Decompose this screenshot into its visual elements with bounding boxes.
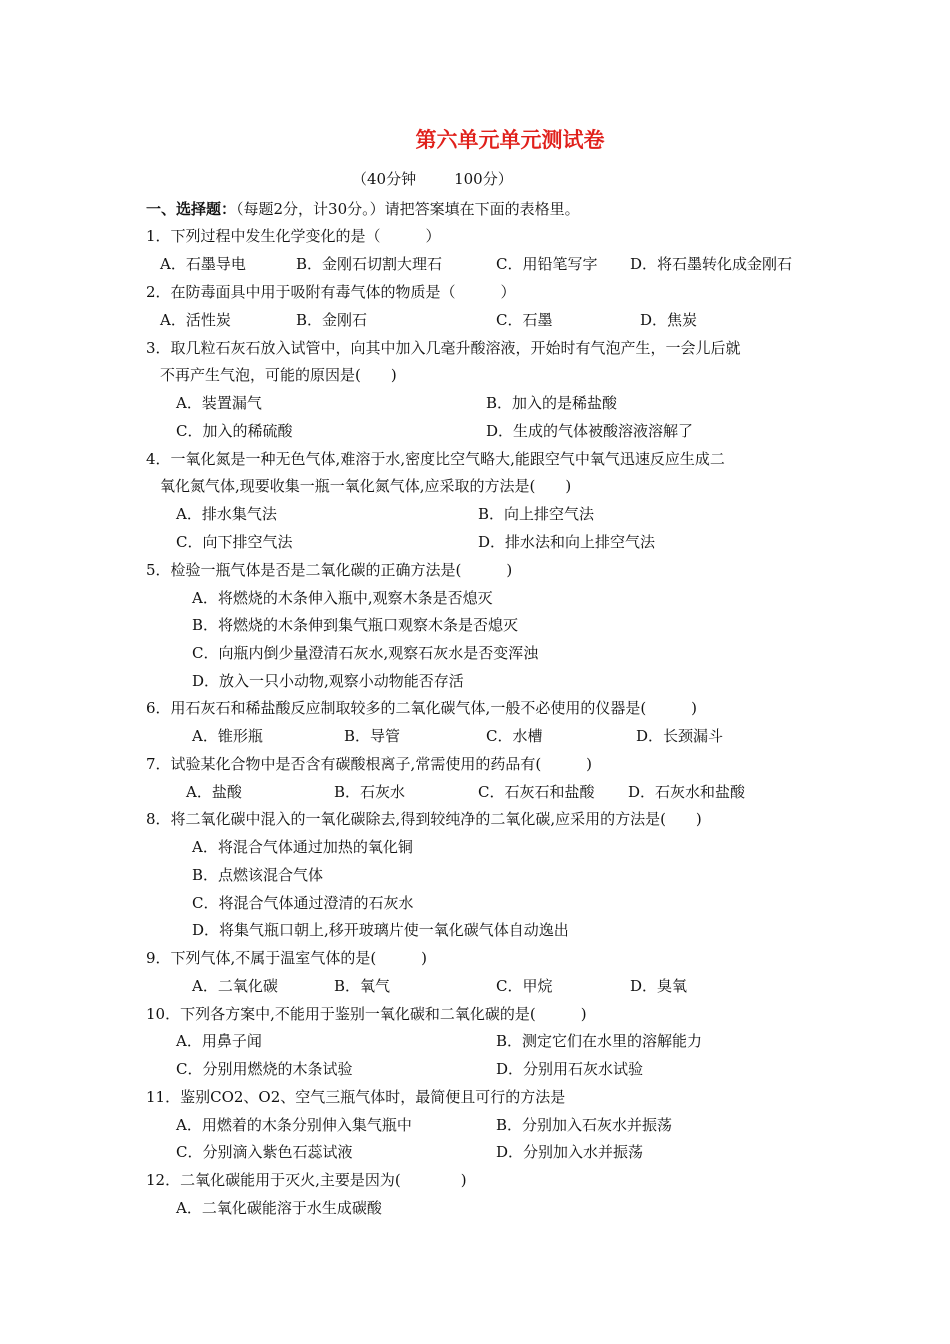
exam-time: （40分钟 [352, 170, 417, 188]
question-10-stem: 10．下列各方案中,不能用于鉴别一氧化碳和二氧化碳的是( ) [146, 1005, 587, 1023]
question-5-option-a: A．将燃烧的木条伸入瓶中,观察木条是否熄灭 [192, 589, 493, 607]
question-11-option-a: A．用燃着的木条分别伸入集气瓶中 [176, 1116, 412, 1134]
question-7-option-b: B．石灰水 [334, 783, 406, 801]
question-11-stem: 11．鉴别CO2、O2、空气三瓶气体时，最简便且可行的方法是 [146, 1088, 566, 1106]
question-4-stem: 4．一氧化氮是一种无色气体,难溶于水,密度比空气略大,能跟空气中氧气迅速反应生成二 [146, 450, 725, 468]
section-note: （每题2分，计30分。）请把答案填在下面的表格里。 [236, 200, 580, 218]
question-6-option-c: C．水槽 [486, 727, 543, 745]
question-5-option-d: D．放入一只小动物,观察小动物能否存活 [192, 672, 464, 690]
question-3-option-b: B．加入的是稀盐酸 [486, 394, 618, 412]
question-3-stem-cont: 不再产生气泡，可能的原因是( ) [160, 366, 397, 384]
question-4-option-c: C．向下排空气法 [176, 533, 293, 551]
question-6-option-d: D．长颈漏斗 [636, 727, 724, 745]
section-title: 一、选择题： [146, 200, 237, 218]
question-12-stem: 12．二氧化碳能用于灭火,主要是因为( ) [146, 1171, 467, 1189]
question-5-stem: 5．检验一瓶气体是否是二氧化碳的正确方法是( ) [146, 561, 513, 579]
question-6-option-b: B．导管 [344, 727, 401, 745]
question-6-stem: 6．用石灰石和稀盐酸反应制取较多的二氧化碳气体,一般不必使用的仪器是( ) [146, 699, 698, 717]
question-11-option-d: D．分别加入水并振荡 [496, 1143, 644, 1161]
question-12-option-a: A．二氧化碳能溶于水生成碳酸 [176, 1199, 382, 1217]
question-8-option-b: B．点燃该混合气体 [192, 866, 324, 884]
question-3-stem: 3．取几粒石灰石放入试管中，向其中加入几毫升酸溶液，开始时有气泡产生，一会儿后就 [146, 339, 741, 357]
question-7-stem: 7．试验某化合物中是否含有碳酸根离子,常需使用的药品有( ) [146, 755, 593, 773]
exam-score: 100分） [454, 170, 513, 188]
question-3-option-a: A．装置漏气 [176, 394, 262, 412]
question-2-option-a: A．活性炭 [160, 311, 231, 329]
question-4-option-a: A．排水集气法 [176, 505, 277, 523]
question-8-option-c: C．将混合气体通过澄清的石灰水 [192, 894, 414, 912]
question-8-option-a: A．将混合气体通过加热的氧化铜 [192, 838, 413, 856]
page-title: 第六单元单元测试卷 [415, 128, 605, 152]
question-1-option-d: D．将石墨转化成金刚石 [630, 255, 793, 273]
question-2-option-c: C．石墨 [496, 311, 553, 329]
question-2-option-b: B．金刚石 [296, 311, 368, 329]
question-8-option-d: D．将集气瓶口朝上,移开玻璃片使一氧化碳气体自动逸出 [192, 921, 569, 939]
question-4-option-d: D．排水法和向上排空气法 [478, 533, 656, 551]
question-3-option-c: C．加入的稀硫酸 [176, 422, 293, 440]
question-10-option-d: D．分别用石灰水试验 [496, 1060, 644, 1078]
question-4-option-b: B．向上排空气法 [478, 505, 595, 523]
question-7-option-d: D．石灰水和盐酸 [628, 783, 746, 801]
question-4-stem-cont: 氧化氮气体,现要收集一瓶一氧化氮气体,应采取的方法是( ) [160, 477, 572, 495]
question-1-option-c: C．用铅笔写字 [496, 255, 598, 273]
question-10-option-c: C．分别用燃烧的木条试验 [176, 1060, 353, 1078]
question-1-option-b: B．金刚石切割大理石 [296, 255, 443, 273]
question-9-option-c: C．甲烷 [496, 977, 553, 995]
question-6-option-a: A．锥形瓶 [192, 727, 263, 745]
question-11-option-b: B．分别加入石灰水并振荡 [496, 1116, 673, 1134]
question-3-option-d: D．生成的气体被酸溶液溶解了 [486, 422, 694, 440]
question-2-stem: 2．在防毒面具中用于吸附有毒气体的物质是（ ） [146, 283, 516, 301]
section-heading [146, 199, 580, 219]
question-7-option-a: A．盐酸 [186, 783, 242, 801]
question-10-option-b: B．测定它们在水里的溶解能力 [496, 1032, 703, 1050]
question-5-option-b: B．将燃烧的木条伸到集气瓶口观察木条是否熄灭 [192, 616, 519, 634]
question-1-option-a: A．石墨导电 [160, 255, 246, 273]
question-2-option-d: D．焦炭 [640, 311, 698, 329]
question-9-option-d: D．臭氧 [630, 977, 688, 995]
question-5-option-c: C．向瓶内倒少量澄清石灰水,观察石灰水是否变浑浊 [192, 644, 539, 662]
question-9-option-a: A．二氧化碳 [192, 977, 278, 995]
exam-info [352, 168, 513, 189]
question-9-stem: 9．下列气体,不属于温室气体的是( ) [146, 949, 428, 967]
question-11-option-c: C．分别滴入紫色石蕊试液 [176, 1143, 353, 1161]
question-7-option-c: C．石灰石和盐酸 [478, 783, 595, 801]
question-9-option-b: B．氧气 [334, 977, 391, 995]
question-1-stem: 1．下列过程中发生化学变化的是（ ） [146, 227, 441, 245]
question-10-option-a: A．用鼻子闻 [176, 1032, 262, 1050]
question-8-stem: 8．将二氧化碳中混入的一氧化碳除去,得到较纯净的二氧化碳,应采用的方法是( ) [146, 810, 702, 828]
